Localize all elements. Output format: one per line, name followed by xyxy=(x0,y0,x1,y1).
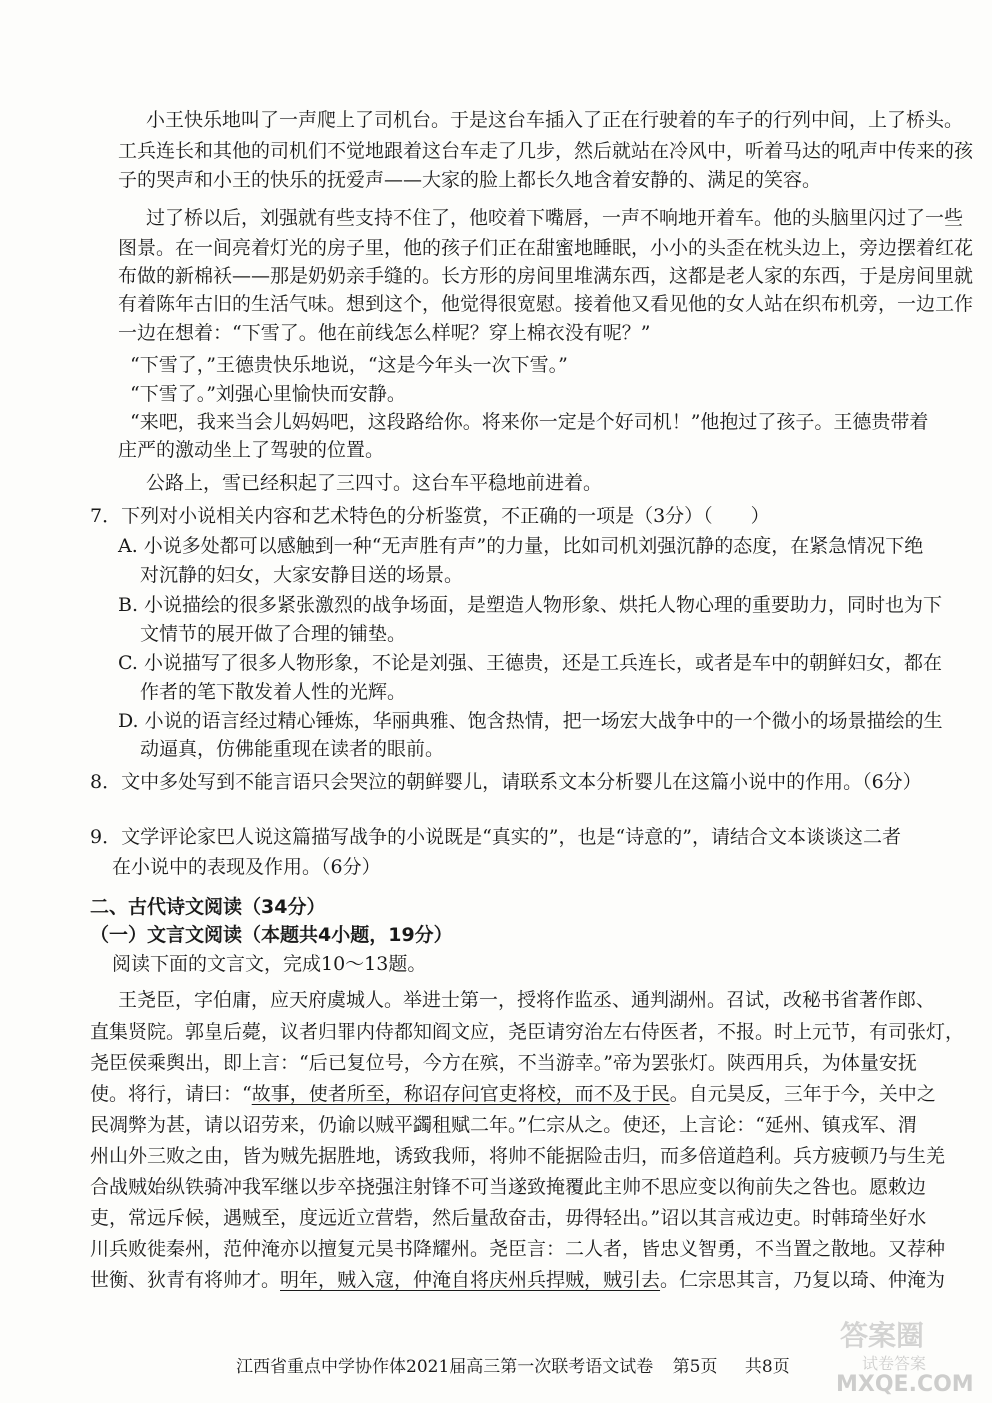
classical-line xyxy=(90,1268,945,1292)
story-line: 工兵连长和其他的司机们不觉地跟着这台车走了几步，然后就站在冷风中，听着马达的吼声中传来的孩 xyxy=(118,140,974,162)
story-line: 子的哭声和小王的快乐的抚爱声——大家的脸上都长久地含着安静的、满足的笑容。 xyxy=(118,169,822,191)
question-8: 8．文中多处写到不能言语只会哭泣的朝鲜婴儿，请联系文本分析婴儿在这篇小说中的作用。（6分） xyxy=(90,771,922,793)
classical-line: 吏，常远斥候，遇贼至，度远近立营砦，然后量敌奋击，毋得轻出。”诏以其言戒边吏。时韩琦坐好水 xyxy=(90,1207,927,1229)
story-line: 公路上，雪已经积起了三四寸。这台车平稳地前进着。 xyxy=(146,472,603,494)
story-line: 图景。在一间亮着灯光的房子里，他的孩子们正在甜蜜地睡眠，小小的头歪在枕头边上，旁边摆着红花 xyxy=(118,237,974,259)
classical-text: 世衡、狄青有将帅才。 xyxy=(90,1269,281,1291)
question-7-option-b-cont: 文情节的展开做了合理的铺垫。 xyxy=(140,623,407,645)
question-7-option-d: D. 小说的语言经过精心锤炼，华丽典雅、饱含热情，把一场宏大战争中的一个微小的场景描绘的生 xyxy=(118,710,943,732)
reading-instruction: 阅读下面的文言文，完成10～13题。 xyxy=(112,953,427,975)
page-footer xyxy=(236,1352,790,1377)
watermark-logo xyxy=(832,1315,982,1395)
classical-line xyxy=(90,1082,936,1106)
question-7-stem: 7．下列对小说相关内容和艺术特色的分析鉴赏，不正确的一项是（3分）（ ） xyxy=(90,505,770,527)
classical-text: 。仁宗思其言，乃复以琦、仲淹为 xyxy=(660,1269,946,1291)
question-7-option-b: B. 小说描绘的很多紧张激烈的战争场面，是塑造人物形象、烘托人物心理的重要助力，同时也为下 xyxy=(118,594,943,616)
story-line: 有着陈年古旧的生活气味。想到这个，他觉得很宽慰。接着他又看见他的女人站在织布机旁，一边工作 xyxy=(118,293,974,315)
watermark-text: 答案圈 xyxy=(840,1319,925,1352)
question-7-option-c: C. 小说描写了很多人物形象，不论是刘强、王德贵，还是工兵连长，或者是车中的朝鲜妇女，都在 xyxy=(118,652,942,674)
section-2-heading: 二、古代诗文阅读（34分） xyxy=(90,896,326,918)
question-7-option-a-cont: 对沉静的妇女，大家安静目送的场景。 xyxy=(140,564,464,586)
classical-line: 民凋弊为甚，请以诏劳来，仍谕以贼平蠲租赋二年。”仁宗从之。使还，上言论：“延州、镇戎军、渭 xyxy=(90,1114,917,1136)
story-line: 小王快乐地叫了一声爬上了司机台。于是这台车插入了正在行驶着的车子的行列中间，上了桥头。 xyxy=(146,109,964,131)
story-line: 过了桥以后，刘强就有些支持不住了，他咬着下嘴唇，一声不响地开着车。他的头脑里闪过了一些 xyxy=(146,207,964,229)
watermark-subtext: 试卷答案 xyxy=(862,1354,927,1373)
question-7-option-c-cont: 作者的笔下散发着人性的光辉。 xyxy=(140,681,407,703)
question-9: 9．文学评论家巴人说这篇描写战争的小说既是“真实的”，也是“诗意的”，请结合文本谈谈这二者 xyxy=(90,826,901,848)
classical-line: 合战贼始纵铁骑冲我军继以步卒挠强注射锋不可当遂致掩覆此主帅不思应变以徇前失之咎也。愿敕边 xyxy=(90,1176,927,1198)
classical-line: 州山外三败之由，皆为贼先据胜地，诱致我师，将帅不能据险击归，而多倍道趋利。兵方疲顿乃与生羌 xyxy=(90,1145,946,1167)
story-line: 一边在想着：“下雪了。他在前线怎么样呢？穿上棉衣没有呢？” xyxy=(118,322,651,344)
subsection-heading: （一）文言文阅读（本题共4小题，19分） xyxy=(90,924,453,946)
classical-text: 。自元昊反，三年于今，关中之 xyxy=(669,1083,936,1105)
story-line: “下雪了，”王德贵快乐地说，“这是今年头一次下雪。” xyxy=(130,354,568,376)
story-line: 布做的新棉袄——那是奶奶亲手缝的。长方形的房间里堆满东西，这都是老人家的东西，于是房间里就 xyxy=(118,265,974,287)
underlined-sentence: 明年，贼入寇，仲淹自将庆州兵捍贼，贼引去 xyxy=(280,1269,661,1291)
story-line: “下雪了。”刘强心里愉快而安静。 xyxy=(130,383,406,405)
page-number: 第5页 xyxy=(672,1357,718,1377)
watermark-domain: MXQE.COM xyxy=(836,1372,974,1395)
classical-line: 直集贤院。郭皇后薨，议者归罪内侍都知阎文应，尧臣请穷治左右侍医者，不报。时上元节，有司张灯， xyxy=(90,1021,965,1043)
story-line: “来吧，我来当会儿妈妈吧，这段路给你。将来你一定是个好司机！”他抱过了孩子。王德贵带着 xyxy=(130,411,929,433)
classical-line: 川兵败徙秦州，范仲淹亦以擅复元昊书降耀州。尧臣言：二人者，皆忠义智勇，不当置之散地。又荐种 xyxy=(90,1238,946,1260)
classical-text: 使。将行，请曰：“ xyxy=(90,1083,252,1105)
underlined-sentence: 故事，使者所至，称诏存问官吏将校，而不及于民 xyxy=(251,1083,670,1105)
classical-line: 王尧臣，字伯庸，应天府虞城人。举进士第一，授将作监丞、通判湖州。召试，改秘书省著作郎、 xyxy=(118,989,936,1011)
question-9-cont: 在小说中的表现及作用。（6分） xyxy=(112,856,381,878)
classical-line: 尧臣侯乘舆出，即上言：“后已复位号，今方在殡，不当游幸。”帝为罢张灯。陕西用兵，为体量安抚 xyxy=(90,1052,917,1074)
question-7-option-a: A. 小说多处都可以感触到一种“无声胜有声”的力量，比如司机刘强沉静的态度，在紧急情况下绝 xyxy=(118,535,924,557)
question-7-option-d-cont: 动逼真，仿佛能重现在读者的眼前。 xyxy=(140,738,445,760)
exam-title: 江西省重点中学协作体2021届高三第一次联考语文试卷 xyxy=(236,1357,654,1377)
story-line: 庄严的激动坐上了驾驶的位置。 xyxy=(118,439,385,461)
page-total: 共8页 xyxy=(744,1357,790,1377)
